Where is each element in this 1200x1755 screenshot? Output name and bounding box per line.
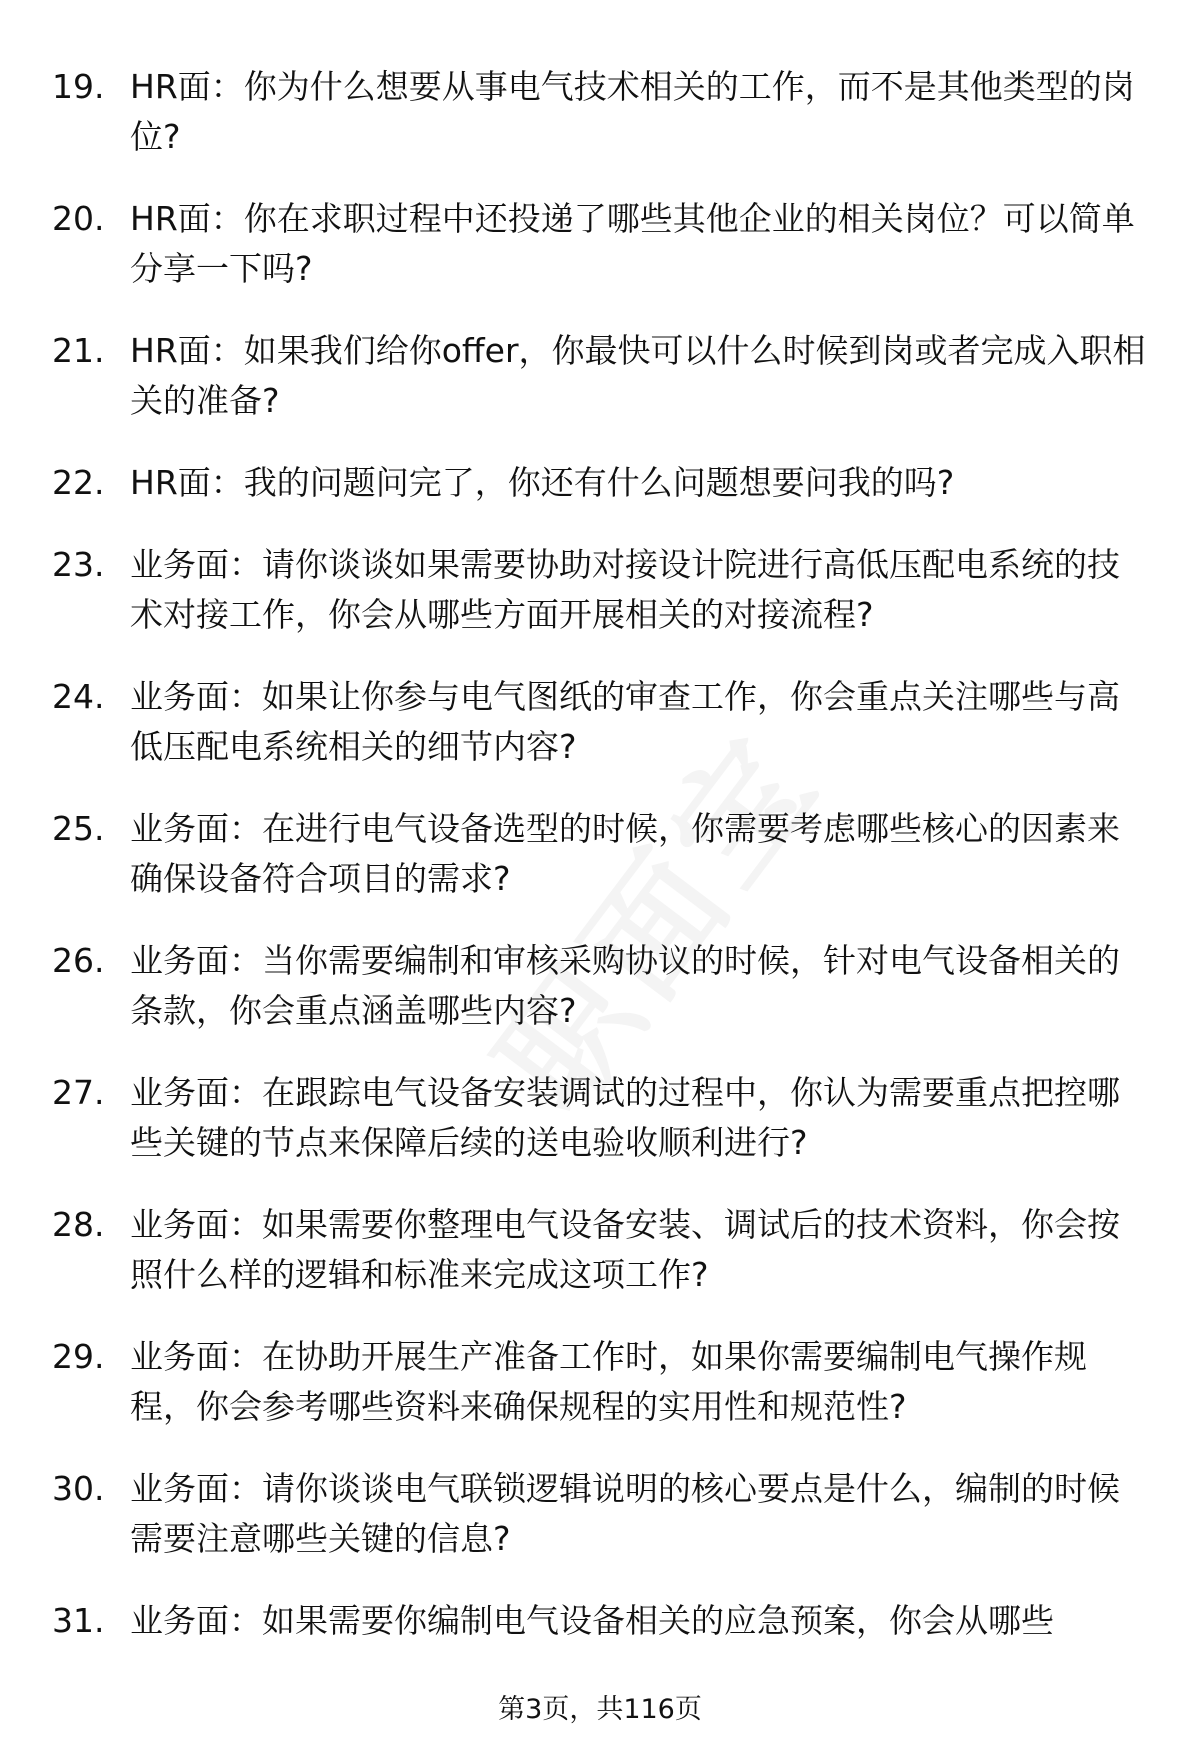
question-number: 24.	[52, 677, 105, 716]
question-item-23	[52, 540, 1162, 672]
question-text: 业务面：在跟踪电气设备安装调试的过程中，你认为需要重点把控哪些关键的节点来保障后续的送电验收顺利进行?	[130, 1073, 1120, 1162]
question-item-26	[52, 936, 1162, 1068]
question-number: 31.	[52, 1601, 105, 1640]
question-item-31	[52, 1596, 1162, 1666]
question-text: HR面：如果我们给你offer，你最快可以什么时候到岗或者完成入职相关的准备?	[130, 331, 1146, 420]
question-item-29	[52, 1332, 1162, 1464]
question-number: 27.	[52, 1073, 105, 1112]
question-text: 业务面：在协助开展生产准备工作时，如果你需要编制电气操作规程，你会参考哪些资料来确保规程的实用性和规范性?	[130, 1337, 1087, 1426]
question-item-22	[52, 458, 1162, 540]
question-text: HR面：你为什么想要从事电气技术相关的工作，而不是其他类型的岗位?	[130, 67, 1135, 156]
question-item-19	[52, 62, 1162, 194]
question-number: 19.	[52, 67, 105, 106]
question-item-20	[52, 194, 1162, 326]
question-number: 29.	[52, 1337, 105, 1376]
question-item-28	[52, 1200, 1162, 1332]
question-text: 业务面：如果需要你整理电气设备安装、调试后的技术资料，你会按照什么样的逻辑和标准来完成这项工作?	[130, 1205, 1120, 1294]
question-text: HR面：我的问题问完了，你还有什么问题想要问我的吗?	[130, 463, 955, 502]
question-item-27	[52, 1068, 1162, 1200]
question-item-21	[52, 326, 1162, 458]
question-number: 28.	[52, 1205, 105, 1244]
question-number: 30.	[52, 1469, 105, 1508]
question-number: 22.	[52, 463, 105, 502]
question-item-24	[52, 672, 1162, 804]
question-item-30	[52, 1464, 1162, 1596]
question-text: 业务面：当你需要编制和审核采购协议的时候，针对电气设备相关的条款，你会重点涵盖哪些内容?	[130, 941, 1120, 1030]
question-number: 25.	[52, 809, 105, 848]
page-footer: 第3页，共116页	[498, 1694, 702, 1725]
question-text: HR面：你在求职过程中还投递了哪些其他企业的相关岗位？可以简单分享一下吗?	[130, 199, 1135, 288]
question-text: 业务面：请你谈谈如果需要协助对接设计院进行高低压配电系统的技术对接工作，你会从哪些方面开展相关的对接流程?	[130, 545, 1120, 634]
question-text: 业务面：在进行电气设备选型的时候，你需要考虑哪些核心的因素来确保设备符合项目的需求?	[130, 809, 1120, 898]
question-list	[52, 62, 1162, 1666]
question-number: 26.	[52, 941, 105, 980]
question-text: 业务面：如果需要你编制电气设备相关的应急预案，你会从哪些	[130, 1601, 1054, 1640]
question-number: 23.	[52, 545, 105, 584]
question-number: 21.	[52, 331, 105, 370]
question-item-25	[52, 804, 1162, 936]
question-text: 业务面：如果让你参与电气图纸的审查工作，你会重点关注哪些与高低压配电系统相关的细节内容?	[130, 677, 1120, 766]
question-number: 20.	[52, 199, 105, 238]
question-text: 业务面：请你谈谈电气联锁逻辑说明的核心要点是什么，编制的时候需要注意哪些关键的信息?	[130, 1469, 1120, 1558]
